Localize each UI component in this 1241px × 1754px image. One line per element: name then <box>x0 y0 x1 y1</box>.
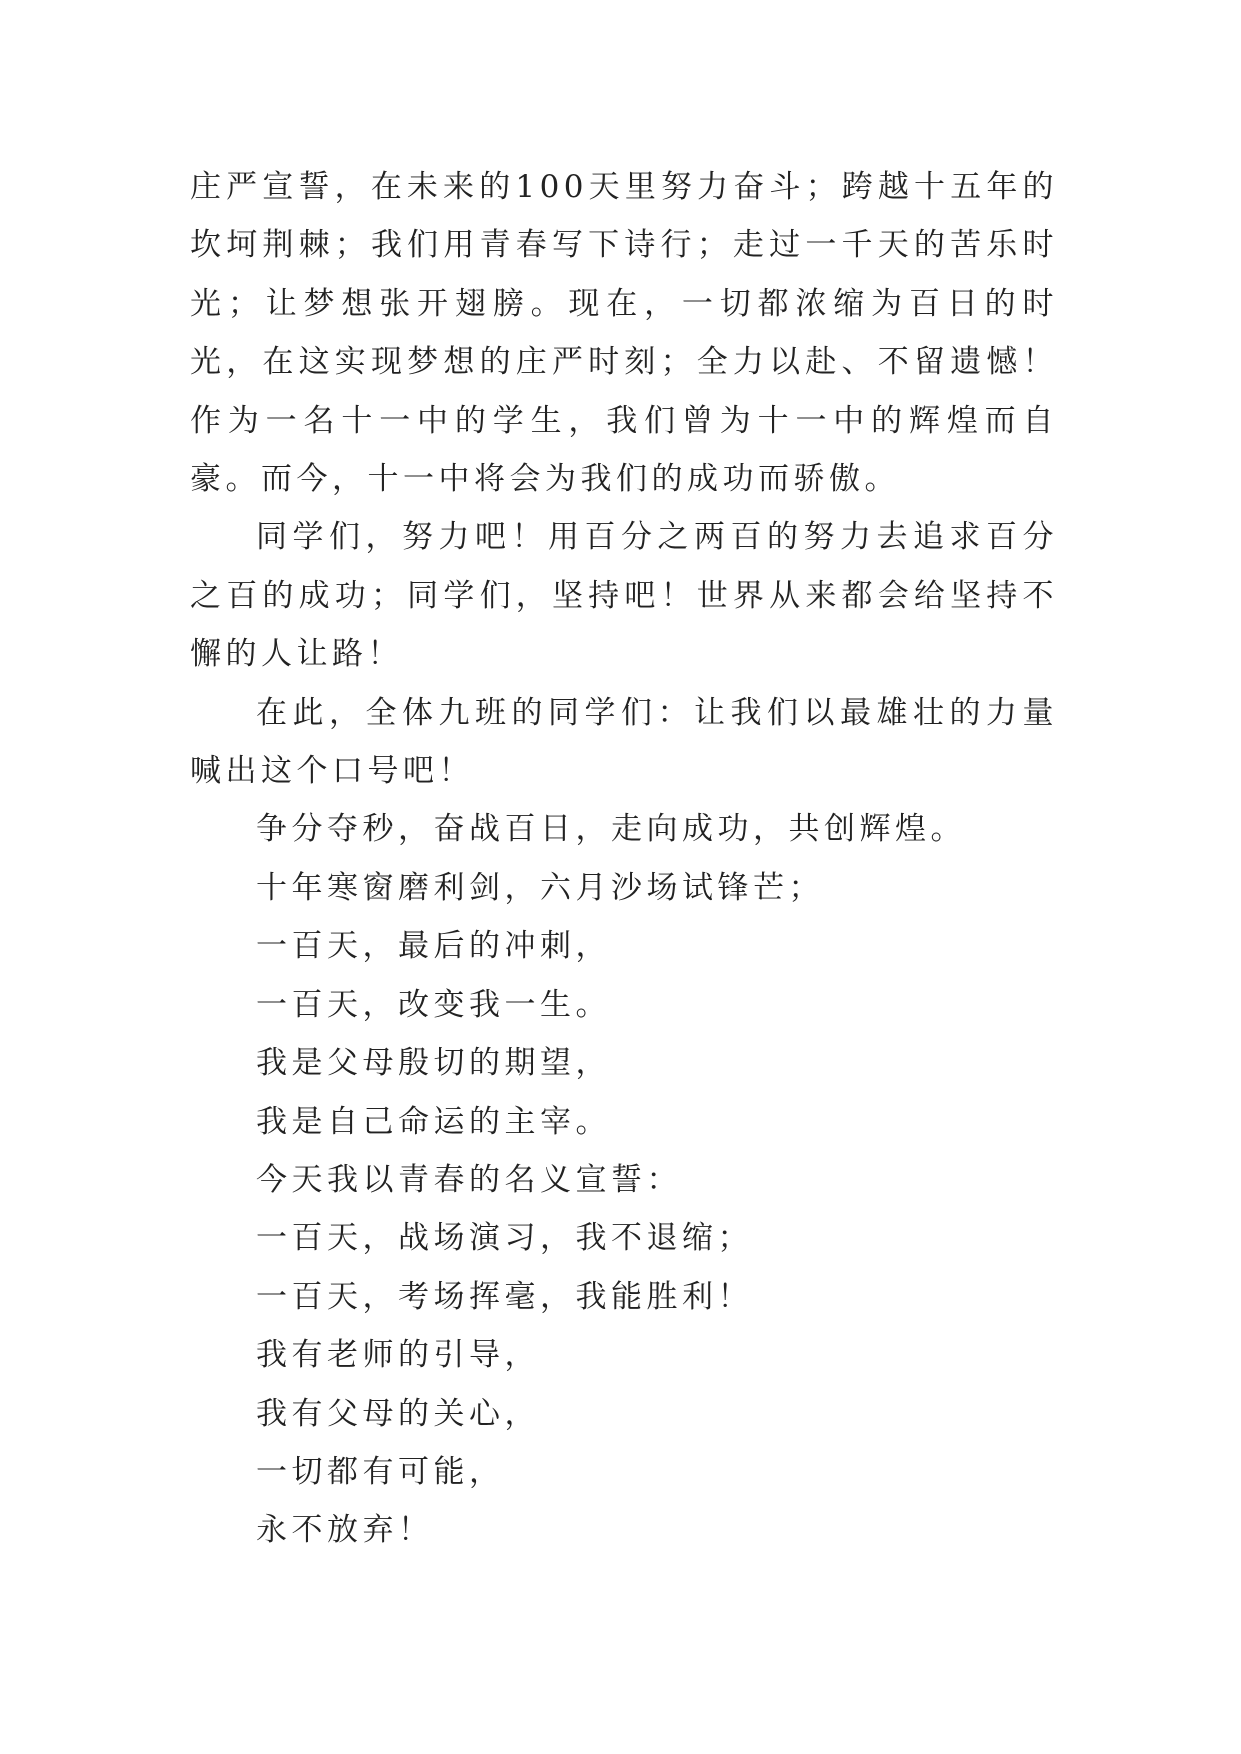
slogan-line: 我有父母的关心， <box>256 1395 540 1432</box>
slogan-line: 一百天，战场演习，我不退缩； <box>256 1220 753 1257</box>
slogan-line: 一百天，改变我一生。 <box>256 986 611 1023</box>
slogan-line: 永不放弃！ <box>256 1512 434 1549</box>
slogan-line: 我有老师的引导， <box>256 1337 540 1374</box>
paragraph-pledge: 庄严宣誓，在未来的100天里努力奋斗；跨越十五年的坎坷荆棘；我们用青春写下诗行；走过一千天的苦乐时光；让梦想张开翅膀。现在，一切都浓缩为百日的时光，在这实现梦想的庄严时刻；全力以赴、不留遗憾！作为一名十一中的学生，我们曾为十一中的辉煌而自豪。而今，十一中将会为我们的成功而骄傲。 <box>190 169 1058 498</box>
paragraph-encouragement: 同学们，努力吧！用百分之两百的努力去追求百分之百的成功；同学们，坚持吧！世界从来都会给坚持不懈的人让路！ <box>190 519 1058 673</box>
slogan-line: 争分夺秒，奋战百日，走向成功，共创辉煌。 <box>256 811 966 848</box>
document-body <box>190 158 1058 1560</box>
slogan-line: 十年寒窗磨利剑，六月沙场试锋芒； <box>256 869 824 906</box>
slogan-line: 一切都有可能， <box>256 1453 505 1490</box>
paragraph-call-to-slogan: 在此，全体九班的同学们：让我们以最雄壮的力量喊出这个口号吧！ <box>190 694 1058 790</box>
slogan-line: 一百天，考场挥毫，我能胜利！ <box>256 1278 753 1315</box>
slogan-line: 我是父母殷切的期望， <box>256 1045 611 1082</box>
slogan-line: 一百天，最后的冲刺， <box>256 928 611 965</box>
slogan-line: 我是自己命运的主宰。 <box>256 1103 611 1140</box>
slogan-line: 今天我以青春的名义宣誓： <box>256 1161 682 1198</box>
